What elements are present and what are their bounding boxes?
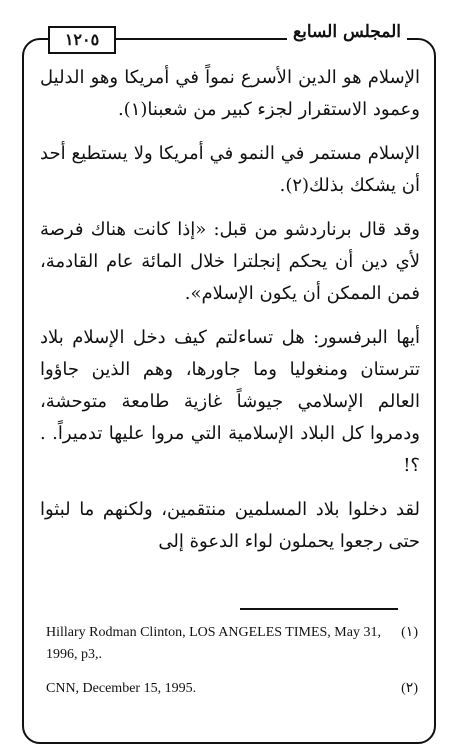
footnote-text: CNN, December 15, 1995. [46, 681, 197, 696]
paragraph: لقد دخلوا بلاد المسلمين منتقمين، ولكنهم ما لبثوا حتى رجعوا يحملون لواء الدعوة إلى [40, 499, 420, 552]
footnote-divider [240, 608, 398, 610]
paragraph: وقد قال برناردشو من قبل: «إذا كانت هناك فرصة لأي دين أن يحكم إنجلترا خلال المائة عام القادمة، فمن الممكن أن يكون الإسلام». [40, 219, 420, 304]
footnote-text: Hillary Rodman Clinton, LOS ANGELES TIMES, May 31, 1996, p3,. [46, 625, 381, 662]
footnote-number: (١) [401, 625, 418, 640]
paragraph: أيها البرفسور: هل تساءلتم كيف دخل الإسلام بلاد تترستان ومنغوليا وما جاورها، وهم الذين جاؤوا العالم الإسلامي جيوشاً غازية طامعة متوحشة، ودمروا كل البلاد الإسلامية التي مروا عليها تدميراً. . ؟! [40, 327, 420, 476]
footnote-1 [46, 622, 418, 666]
paragraph: الإسلام هو الدين الأسرع نمواً في أمريكا وهو الدليل وعمود الاستقرار لجزء كبير من شعبنا(١). [40, 67, 420, 120]
paragraph: الإسلام مستمر في النمو في أمريكا ولا يستطيع أحد أن يشكك بذلك(٢). [40, 143, 420, 196]
body-text [40, 62, 420, 570]
chapter-title: المجلس السابع [287, 22, 407, 42]
page-number: ١٢٠٥ [48, 26, 116, 54]
footnote-number: (٢) [401, 681, 418, 696]
footnote-2 [46, 678, 418, 700]
